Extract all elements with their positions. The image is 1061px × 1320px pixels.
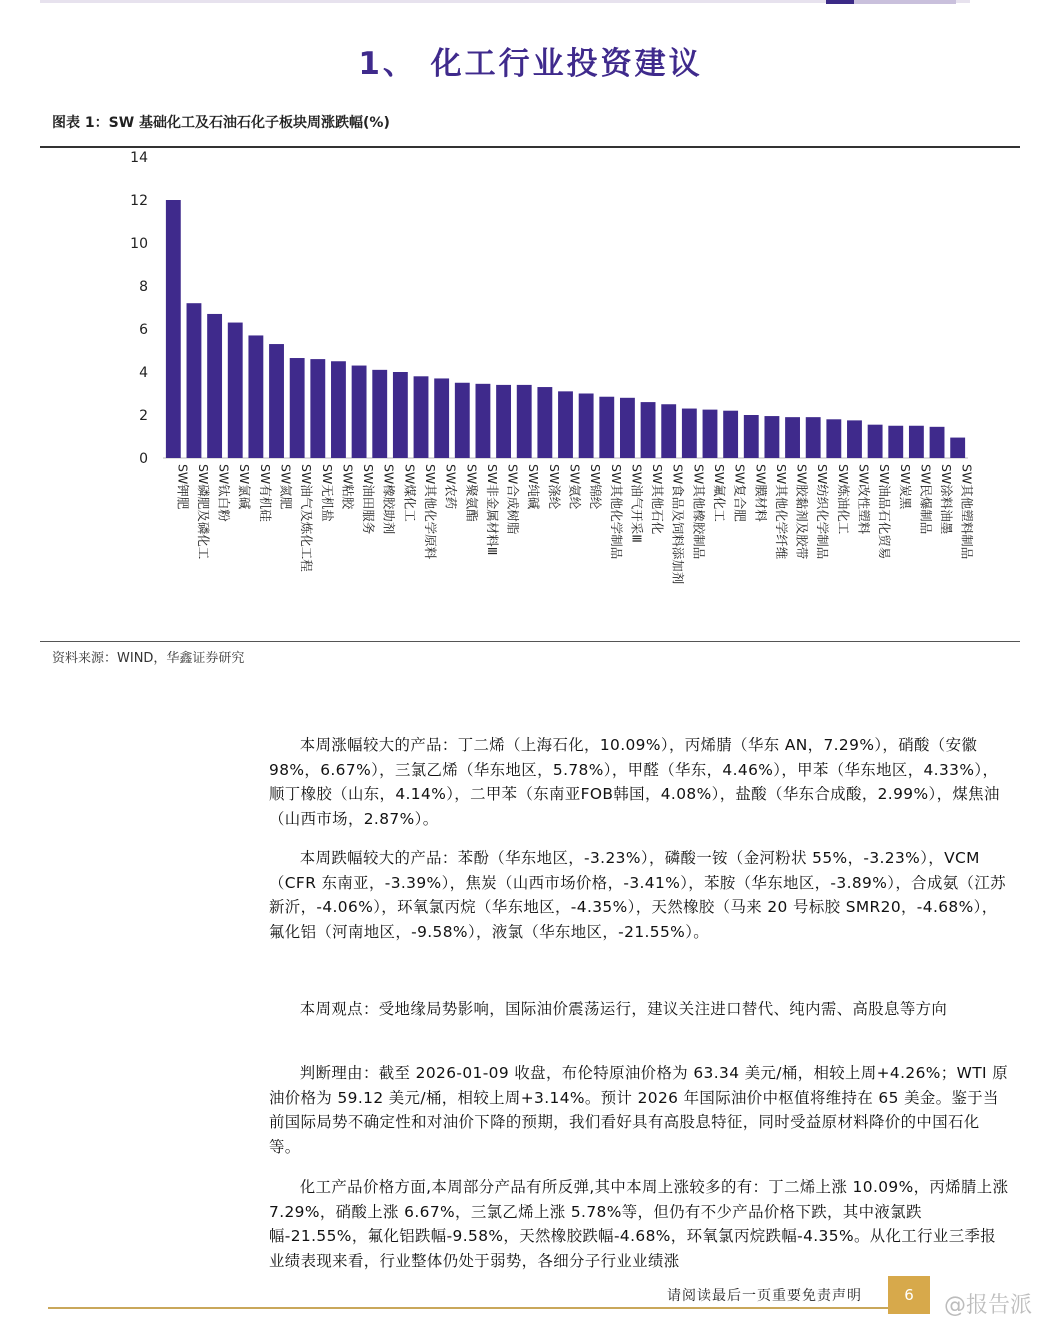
- bar: [806, 417, 821, 458]
- disclaimer-note: 请阅读最后一页重要免责声明: [667, 1288, 862, 1304]
- x-tick-label: SW胶黏剂及胶带: [794, 464, 810, 560]
- x-tick-label: SW纺织化学制品: [815, 464, 831, 560]
- bar: [166, 200, 181, 458]
- x-tick-label: SW其他化学制品: [608, 464, 624, 560]
- bar: [599, 397, 614, 458]
- bar: [826, 419, 841, 458]
- x-tick-label: SW油田服务: [361, 464, 377, 535]
- bar: [558, 391, 573, 458]
- x-axis-labels: [175, 464, 974, 584]
- x-tick-label: SW涤纶: [546, 464, 562, 510]
- figure-caption: 图表 1：SW 基础化工及石油石化子板块周涨跌幅(%): [52, 115, 390, 131]
- x-tick-label: SW膜材料: [753, 464, 769, 522]
- x-tick-label: SW氯碱: [237, 464, 253, 510]
- x-tick-label: SW锦纶: [588, 464, 604, 510]
- x-tick-label: SW橡胶助剂: [381, 464, 397, 535]
- page-number: 6: [888, 1276, 930, 1314]
- bar: [641, 402, 656, 458]
- paragraph-decliners: 本周跌幅较大的产品：苯酚（华东地区，-3.23%），磷酸一铵（金河粉状 55%，-3.23%），VCM（CFR 东南亚，-3.39%），焦炭（山西市场价格，-3.41%），苯胺（华东地区，-3.89%），合成氨（江苏新沂，-4.06%），环氧氯丙烷（华东地区，-4.35%），天然橡胶（马来 20 号标胶 SMR20，-4.68%），氟化铝（河南地区，-9.58%），液氯（华东地区，-21.55%）。: [269, 849, 1006, 941]
- bar: [517, 385, 532, 458]
- x-tick-label: SW氮肥: [278, 464, 294, 510]
- x-tick-label: SW非金属材料Ⅲ: [484, 464, 500, 556]
- x-tick-label: SW农药: [443, 464, 459, 510]
- x-tick-label: SW钾肥: [175, 464, 191, 510]
- x-tick-label: SW煤化工: [402, 464, 418, 522]
- bar: [290, 358, 305, 458]
- y-tick-label: 14: [130, 150, 148, 166]
- bar: [620, 398, 635, 458]
- y-tick-label: 6: [139, 322, 148, 338]
- x-tick-label: SW磷肥及磷化工: [195, 464, 211, 560]
- bar-chart: [40, 148, 1020, 640]
- bar: [785, 417, 800, 458]
- y-tick-label: 0: [139, 451, 148, 467]
- x-tick-label: SW油气开采Ⅲ: [629, 464, 645, 543]
- bars: [166, 200, 965, 458]
- bar: [703, 410, 718, 458]
- bar: [723, 411, 738, 458]
- bar: [950, 438, 965, 458]
- x-tick-label: SW涂料油墨: [939, 464, 955, 535]
- bar: [888, 426, 903, 458]
- bar: [868, 425, 883, 458]
- bar: [434, 378, 449, 458]
- figure-bottom-rule: [40, 641, 1020, 642]
- y-tick-label: 12: [130, 193, 148, 209]
- paragraph-view: 本周观点：受地缘局势影响，国际油价震荡运行，建议关注进口替代、纯内需、高股息等方向: [299, 1000, 948, 1018]
- figure-source: 资料来源：WIND，华鑫证券研究: [52, 651, 245, 666]
- x-tick-label: SW油气及炼化工程: [299, 464, 315, 572]
- y-tick-label: 4: [139, 365, 148, 381]
- bar: [847, 420, 862, 458]
- bar: [393, 372, 408, 458]
- x-tick-label: SW其他化学纤维: [773, 464, 789, 560]
- x-tick-label: SW其他塑料制品: [959, 464, 975, 560]
- x-tick-label: SW聚氨酯: [464, 464, 480, 522]
- bar: [228, 323, 243, 458]
- bar: [682, 409, 697, 458]
- x-tick-label: SW民爆制品: [918, 464, 934, 535]
- bar: [331, 361, 346, 458]
- x-tick-label: SW改性塑料: [856, 464, 872, 535]
- y-tick-label: 2: [139, 408, 148, 424]
- x-tick-label: SW钛白粉: [216, 464, 232, 522]
- bar: [187, 303, 202, 458]
- bar: [744, 415, 759, 458]
- x-tick-label: SW油品石化贸易: [877, 464, 893, 560]
- paragraph-prices: 化工产品价格方面,本周部分产品有所反弹,其中本周上涨较多的有：丁二烯上涨 10.09%，丙烯腈上涨 7.29%，硝酸上涨 6.67%，三氯乙烯上涨 5.78%等，但仍有不少产品价格下跌，其中液氯跌幅-21.55%，氟化铝跌幅-9.58%，天然橡胶跌幅-4.68%，环氧氯丙烷跌幅-4.35%。从化工行业三季报业绩表现来看，行业整体仍处于弱势，各细分子行业业绩涨: [269, 1178, 1009, 1270]
- bar: [909, 426, 924, 458]
- bar: [372, 370, 387, 458]
- footer-rule: [48, 1307, 888, 1309]
- y-tick-label: 8: [139, 279, 148, 295]
- x-tick-label: SW炼油化工: [835, 464, 851, 535]
- bar: [764, 416, 779, 458]
- bar: [579, 394, 594, 459]
- x-tick-label: SW其他化学原料: [423, 464, 439, 560]
- bar: [269, 344, 284, 458]
- paragraph-gainers: 本周涨幅较大的产品：丁二烯（上海石化，10.09%），丙烯腈（华东 AN，7.29%），硝酸（安徽98%，6.67%），三氯乙烯（华东地区，5.78%），甲醛（华东，4.46%），甲苯（华东地区，4.33%），顺丁橡胶（山东，4.14%），二甲苯（东南亚FOB韩国，4.08%），盐酸（华东合成酸，2.99%），煤焦油（山西市场，2.87%）。: [269, 736, 1000, 828]
- x-tick-label: SW氟化工: [711, 464, 727, 522]
- x-tick-label: SW粘胶: [340, 464, 356, 510]
- x-tick-label: SW无机盐: [319, 464, 335, 522]
- paragraph-reasoning: 判断理由：截至 2026-01-09 收盘，布伦特原油价格为 63.34 美元/桶，相较上周+4.26%；WTI 原油价格为 59.12 美元/桶，相较上周+3.14%。预计 2026 年国际油价中枢值将维持在 65 美金。鉴于当前国际局势不确定性和对油价下降的预期，我们看好具有高股息特征，同时受益原材料降价的中国石化等。: [269, 1064, 1009, 1156]
- x-tick-label: SW其他石化: [650, 464, 666, 535]
- bar: [496, 385, 511, 458]
- x-tick-label: SW合成树脂: [505, 464, 521, 535]
- x-tick-label: SW炭黑: [897, 464, 913, 510]
- bar: [414, 376, 429, 458]
- section-title: 1、 化工行业投资建议: [358, 46, 703, 82]
- y-tick-label: 10: [130, 236, 148, 252]
- bar: [207, 314, 222, 458]
- bar: [352, 366, 367, 458]
- bar: [661, 404, 676, 458]
- bar: [455, 383, 470, 458]
- logo-accent: [826, 0, 854, 4]
- bar: [310, 359, 325, 458]
- x-tick-label: SW其他橡胶制品: [691, 464, 707, 560]
- x-tick-label: SW纯碱: [526, 464, 542, 510]
- x-tick-label: SW氨纶: [567, 464, 583, 510]
- bar: [930, 427, 945, 458]
- bar: [248, 335, 263, 458]
- bar: [476, 384, 491, 458]
- x-tick-label: SW有机硅: [257, 464, 273, 522]
- x-tick-label: SW复合肥: [732, 464, 748, 522]
- watermark: @报告派: [944, 1293, 1033, 1318]
- x-tick-label: SW食品及饲料添加剂: [670, 464, 686, 585]
- bar: [537, 387, 552, 458]
